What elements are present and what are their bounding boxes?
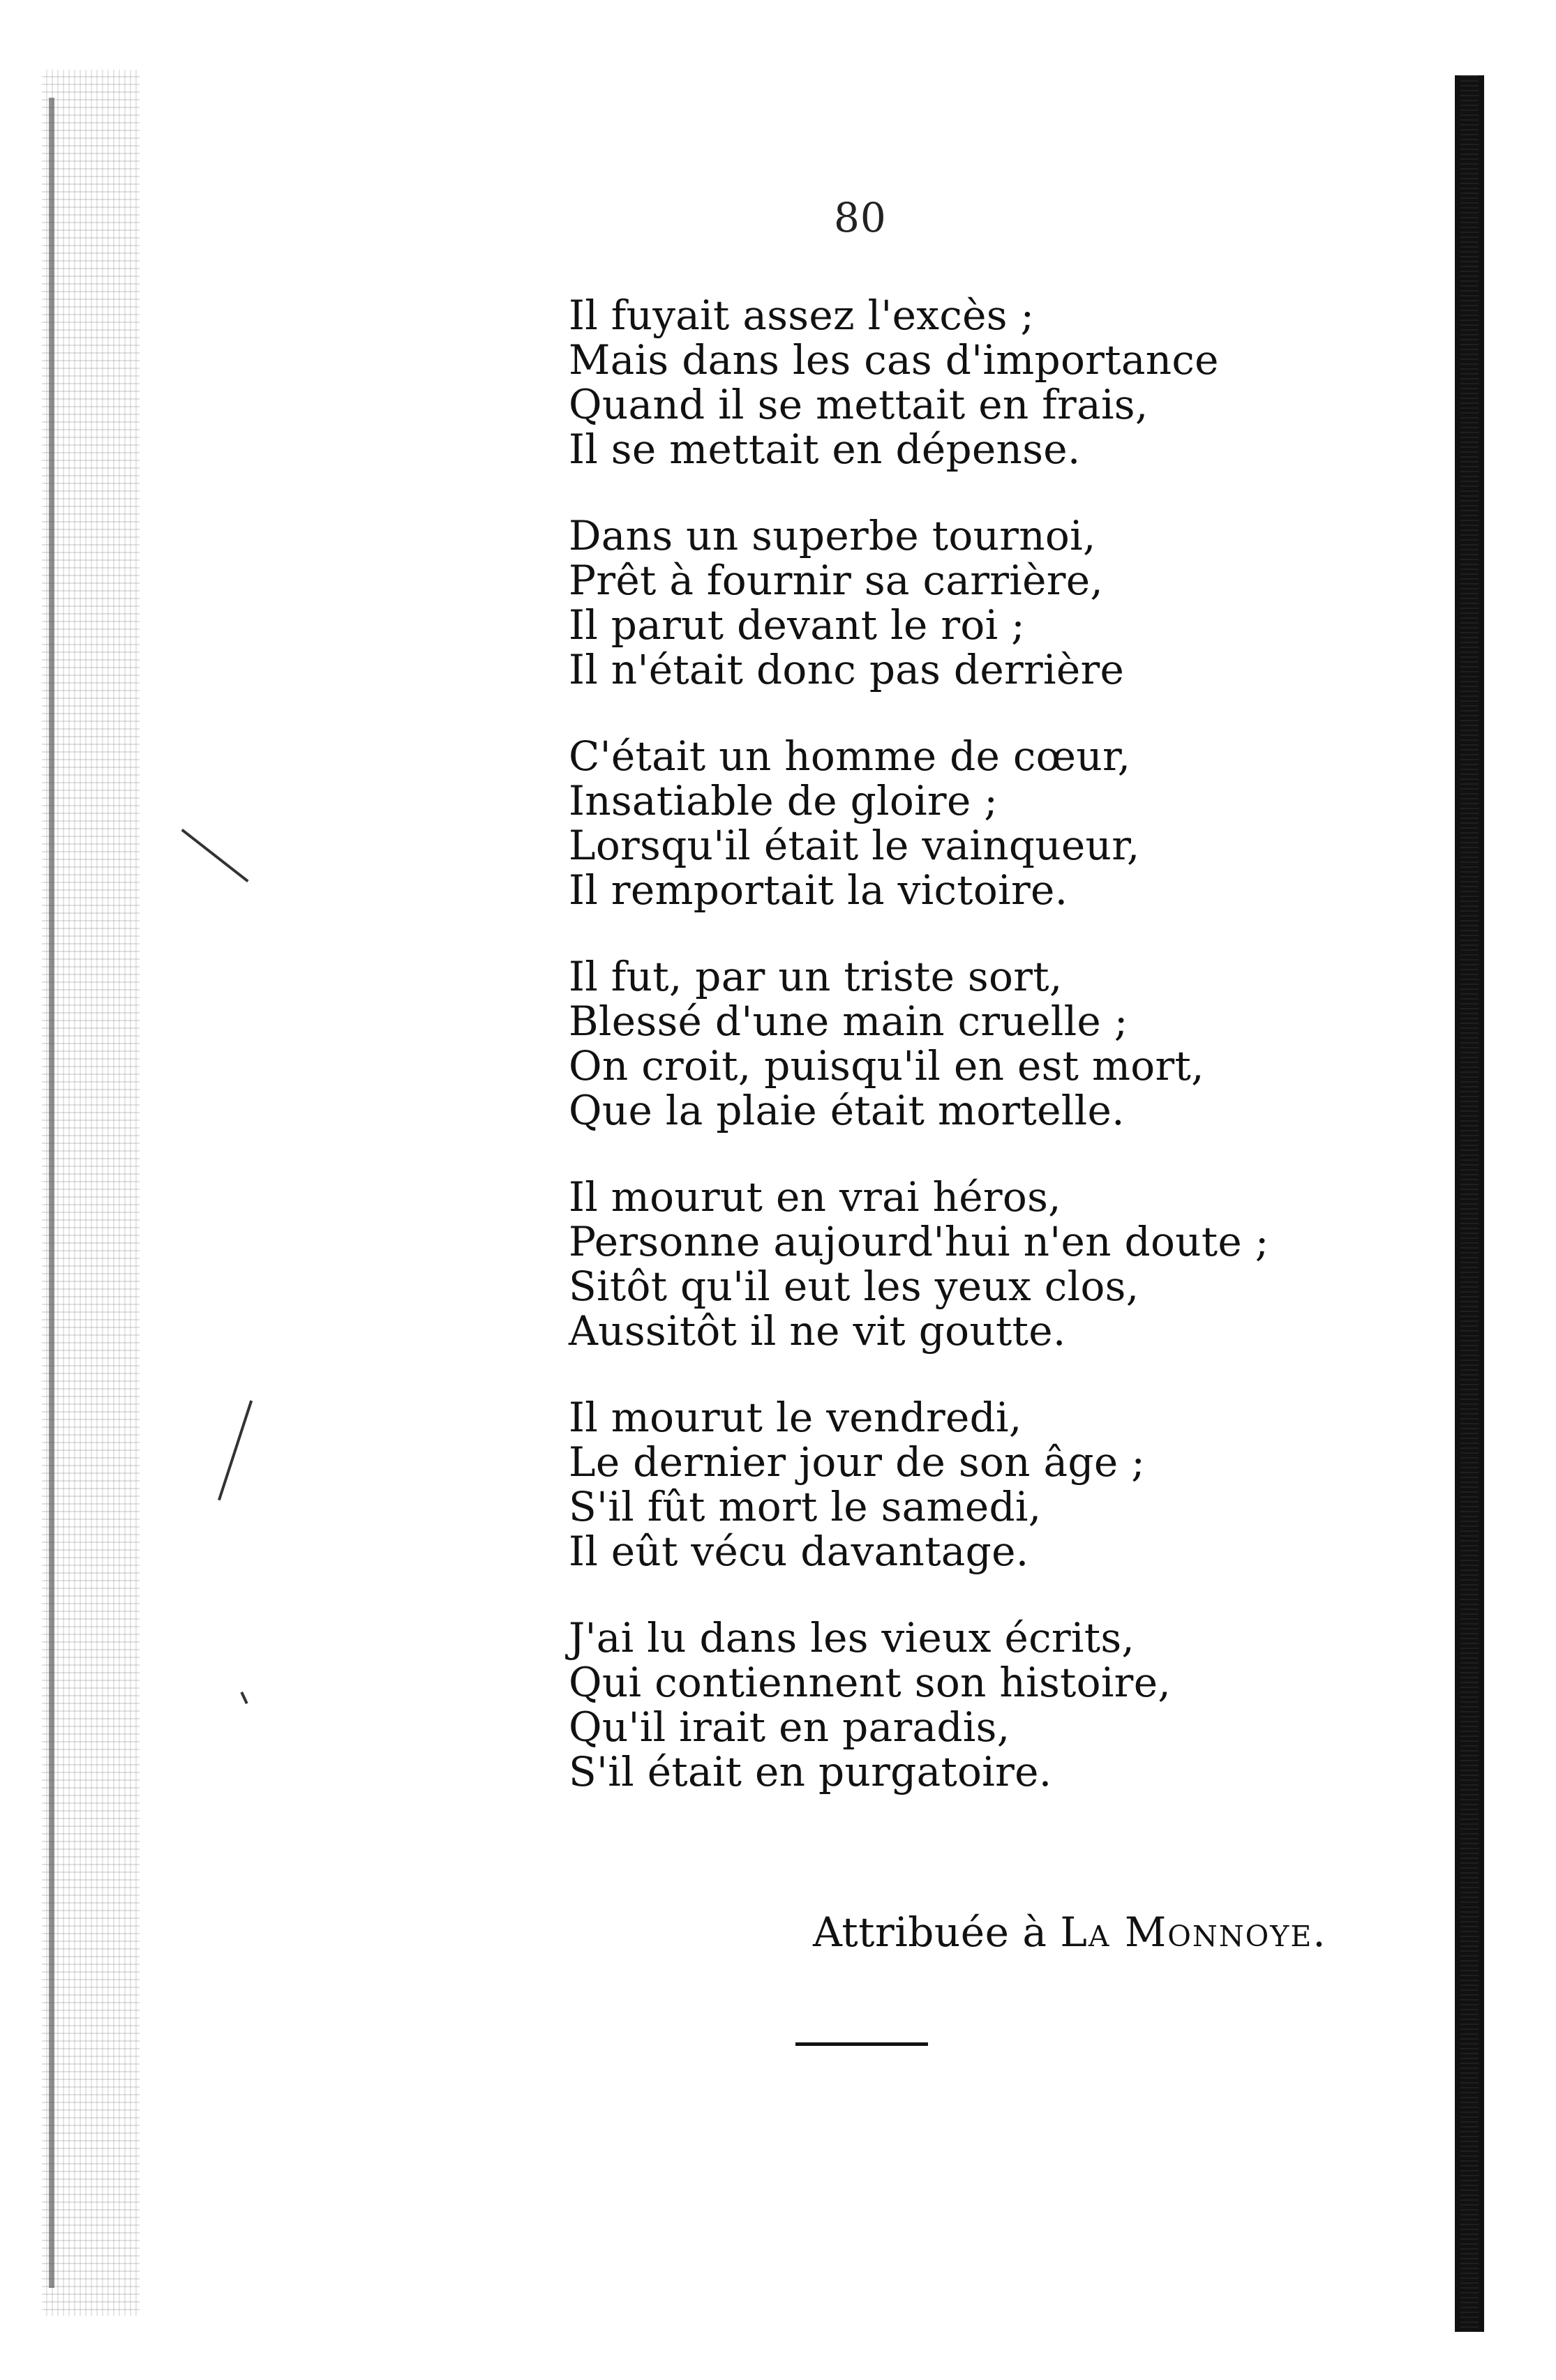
closing-rule — [795, 2042, 928, 2046]
poem-line: Lorsqu'il était le vainqueur, — [569, 822, 1140, 869]
poem-line: Blessé d'une main cruelle ; — [569, 997, 1128, 1045]
poem-line: Dans un superbe tournoi, — [569, 512, 1096, 559]
poem-line: Il fut, par un triste sort, — [569, 953, 1063, 1000]
poem-line: Il mourut en vrai héros, — [569, 1173, 1061, 1221]
poem-line: Sitôt qu'il eut les yeux clos, — [569, 1263, 1139, 1310]
scan-gutter-line — [49, 98, 54, 2288]
poem-line: Que la plaie était mortelle. — [569, 1087, 1125, 1134]
poem-line: Il fuyait assez l'excès ; — [569, 292, 1035, 339]
stanza-5 — [569, 1175, 1378, 1353]
scan-edge-right — [1455, 75, 1484, 2332]
pencil-mark — [181, 829, 249, 882]
stanza-6 — [569, 1395, 1378, 1574]
poem-line: J'ai lu dans les vieux écrits, — [569, 1614, 1135, 1662]
stanza-7 — [569, 1615, 1378, 1794]
poem-line: Il se mettait en dépense. — [569, 425, 1081, 473]
poem-line: Insatiable de gloire ; — [569, 777, 998, 824]
poem-line: Qu'il irait en paradis, — [569, 1703, 1010, 1751]
scan-gutter-left — [42, 70, 140, 2316]
poem — [569, 293, 1378, 1794]
stanza-4 — [569, 954, 1378, 1133]
poem-line: Personne aujourd'hui n'en doute ; — [569, 1218, 1269, 1265]
poem-line: Il n'était donc pas derrière — [569, 646, 1125, 693]
poem-line: S'il fût mort le samedi, — [569, 1483, 1042, 1530]
poem-line: Il parut devant le roi ; — [569, 601, 1026, 649]
pencil-mark — [218, 1400, 253, 1500]
poem-line: S'il était en purgatoire. — [569, 1748, 1052, 1795]
poem-line: Mais dans les cas d'importance — [569, 336, 1219, 384]
stanza-1 — [569, 293, 1378, 472]
poem-line: Qui contiennent son histoire, — [569, 1659, 1172, 1706]
page-number: 80 — [834, 194, 887, 241]
poem-line: Le dernier jour de son âge ; — [569, 1438, 1146, 1486]
poem-line: Prêt à fournir sa carrière, — [569, 557, 1104, 604]
poem-line: Il remportait la victoire. — [569, 866, 1068, 914]
poem-line: On croit, puisqu'il en est mort, — [569, 1042, 1204, 1090]
attribution-author: La Monnoye. — [1060, 1908, 1327, 1956]
poem-line: Aussitôt il ne vit goutte. — [569, 1307, 1066, 1355]
poem-line: Il eût vécu davantage. — [569, 1528, 1029, 1575]
attribution-prefix: Attribuée à — [813, 1908, 1061, 1956]
stanza-2 — [569, 513, 1378, 692]
poem-line: Quand il se mettait en frais, — [569, 381, 1149, 428]
poem-line: Il mourut le vendredi, — [569, 1394, 1022, 1441]
attribution — [813, 1910, 1327, 1955]
pencil-mark — [240, 1692, 248, 1704]
poem-line: C'était un homme de cœur, — [569, 732, 1131, 780]
stanza-3 — [569, 734, 1378, 912]
